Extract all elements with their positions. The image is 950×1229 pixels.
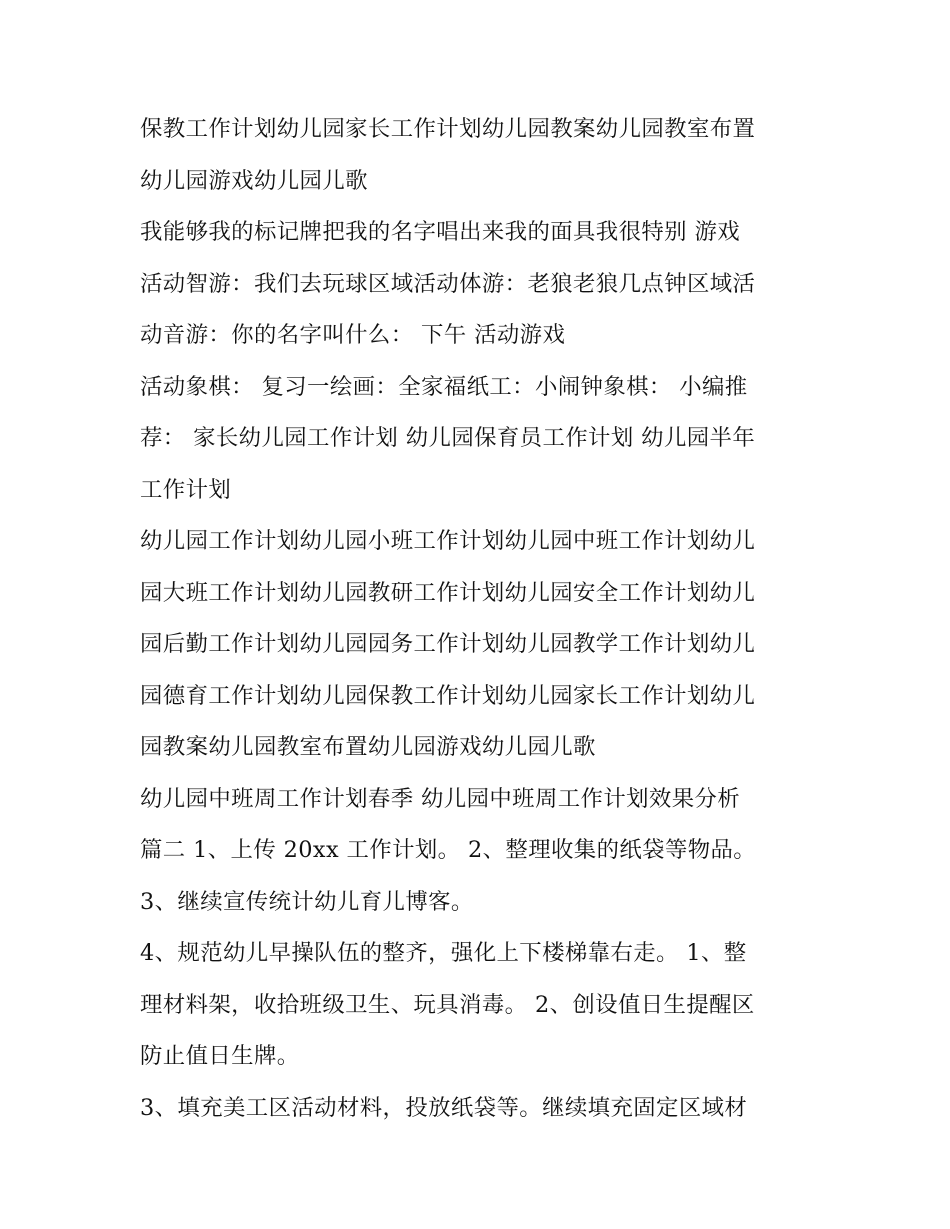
text-line-4: 活动智游：我们去玩球区域活动体游：老狼老狼几点钟区域活 xyxy=(140,270,756,297)
text-line-10: 园大班工作计划幼儿园教研工作计划幼儿园安全工作计划幼儿 xyxy=(140,579,756,606)
text-line-18: 理材料架，收拾班级卫生、玩具消毒。 2、创设值日生提醒区 xyxy=(140,991,755,1018)
text-line-1: 保教工作计划幼儿园家长工作计划幼儿园教案幼儿园教室布置 xyxy=(140,116,756,142)
text-line-11: 园后勤工作计划幼儿园园务工作计划幼儿园教学工作计划幼儿 xyxy=(140,631,756,657)
text-line-5: 动音游：你的名字叫什么： 下午 活动游戏 xyxy=(140,322,566,348)
text-line-13: 园教案幼儿园教室布置幼儿园游戏幼儿园儿歌 xyxy=(140,734,596,760)
text-line-15: 篇二 1、上传 20xx 工作计划。 2、整理收集的纸袋等物品。 xyxy=(140,837,757,863)
text-line-19: 防止值日生牌。 xyxy=(140,1043,300,1069)
text-line-9: 幼儿园工作计划幼儿园小班工作计划幼儿园中班工作计划幼儿 xyxy=(140,528,756,554)
text-line-6: 活动象棋： 复习一绘画：全家福纸工：小闹钟象棋： 小编推 xyxy=(140,373,748,400)
text-line-14: 幼儿园中班周工作计划春季 幼儿园中班周工作计划效果分析 xyxy=(140,785,741,812)
text-line-8: 工作计划 xyxy=(140,476,232,503)
text-line-12: 园德育工作计划幼儿园保教工作计划幼儿园家长工作计划幼儿 xyxy=(140,682,756,709)
text-line-3: 我能够我的标记牌把我的名字唱出来我的面具我很特别 游戏 xyxy=(140,219,741,245)
text-line-2: 幼儿园游戏幼儿园儿歌 xyxy=(140,167,368,194)
text-line-16: 3、继续宣传统计幼儿育儿博客。 xyxy=(140,888,474,915)
text-line-7: 荐： 家长幼儿园工作计划 幼儿园保育员工作计划 幼儿园半年 xyxy=(140,425,756,451)
text-line-17: 4、规范幼儿早操队伍的整齐，强化上下楼梯靠右走。 1、整 xyxy=(140,940,747,966)
text-line-20: 3、填充美工区活动材料，投放纸袋等。继续填充固定区域材 xyxy=(140,1094,748,1121)
document-body xyxy=(140,104,820,1134)
